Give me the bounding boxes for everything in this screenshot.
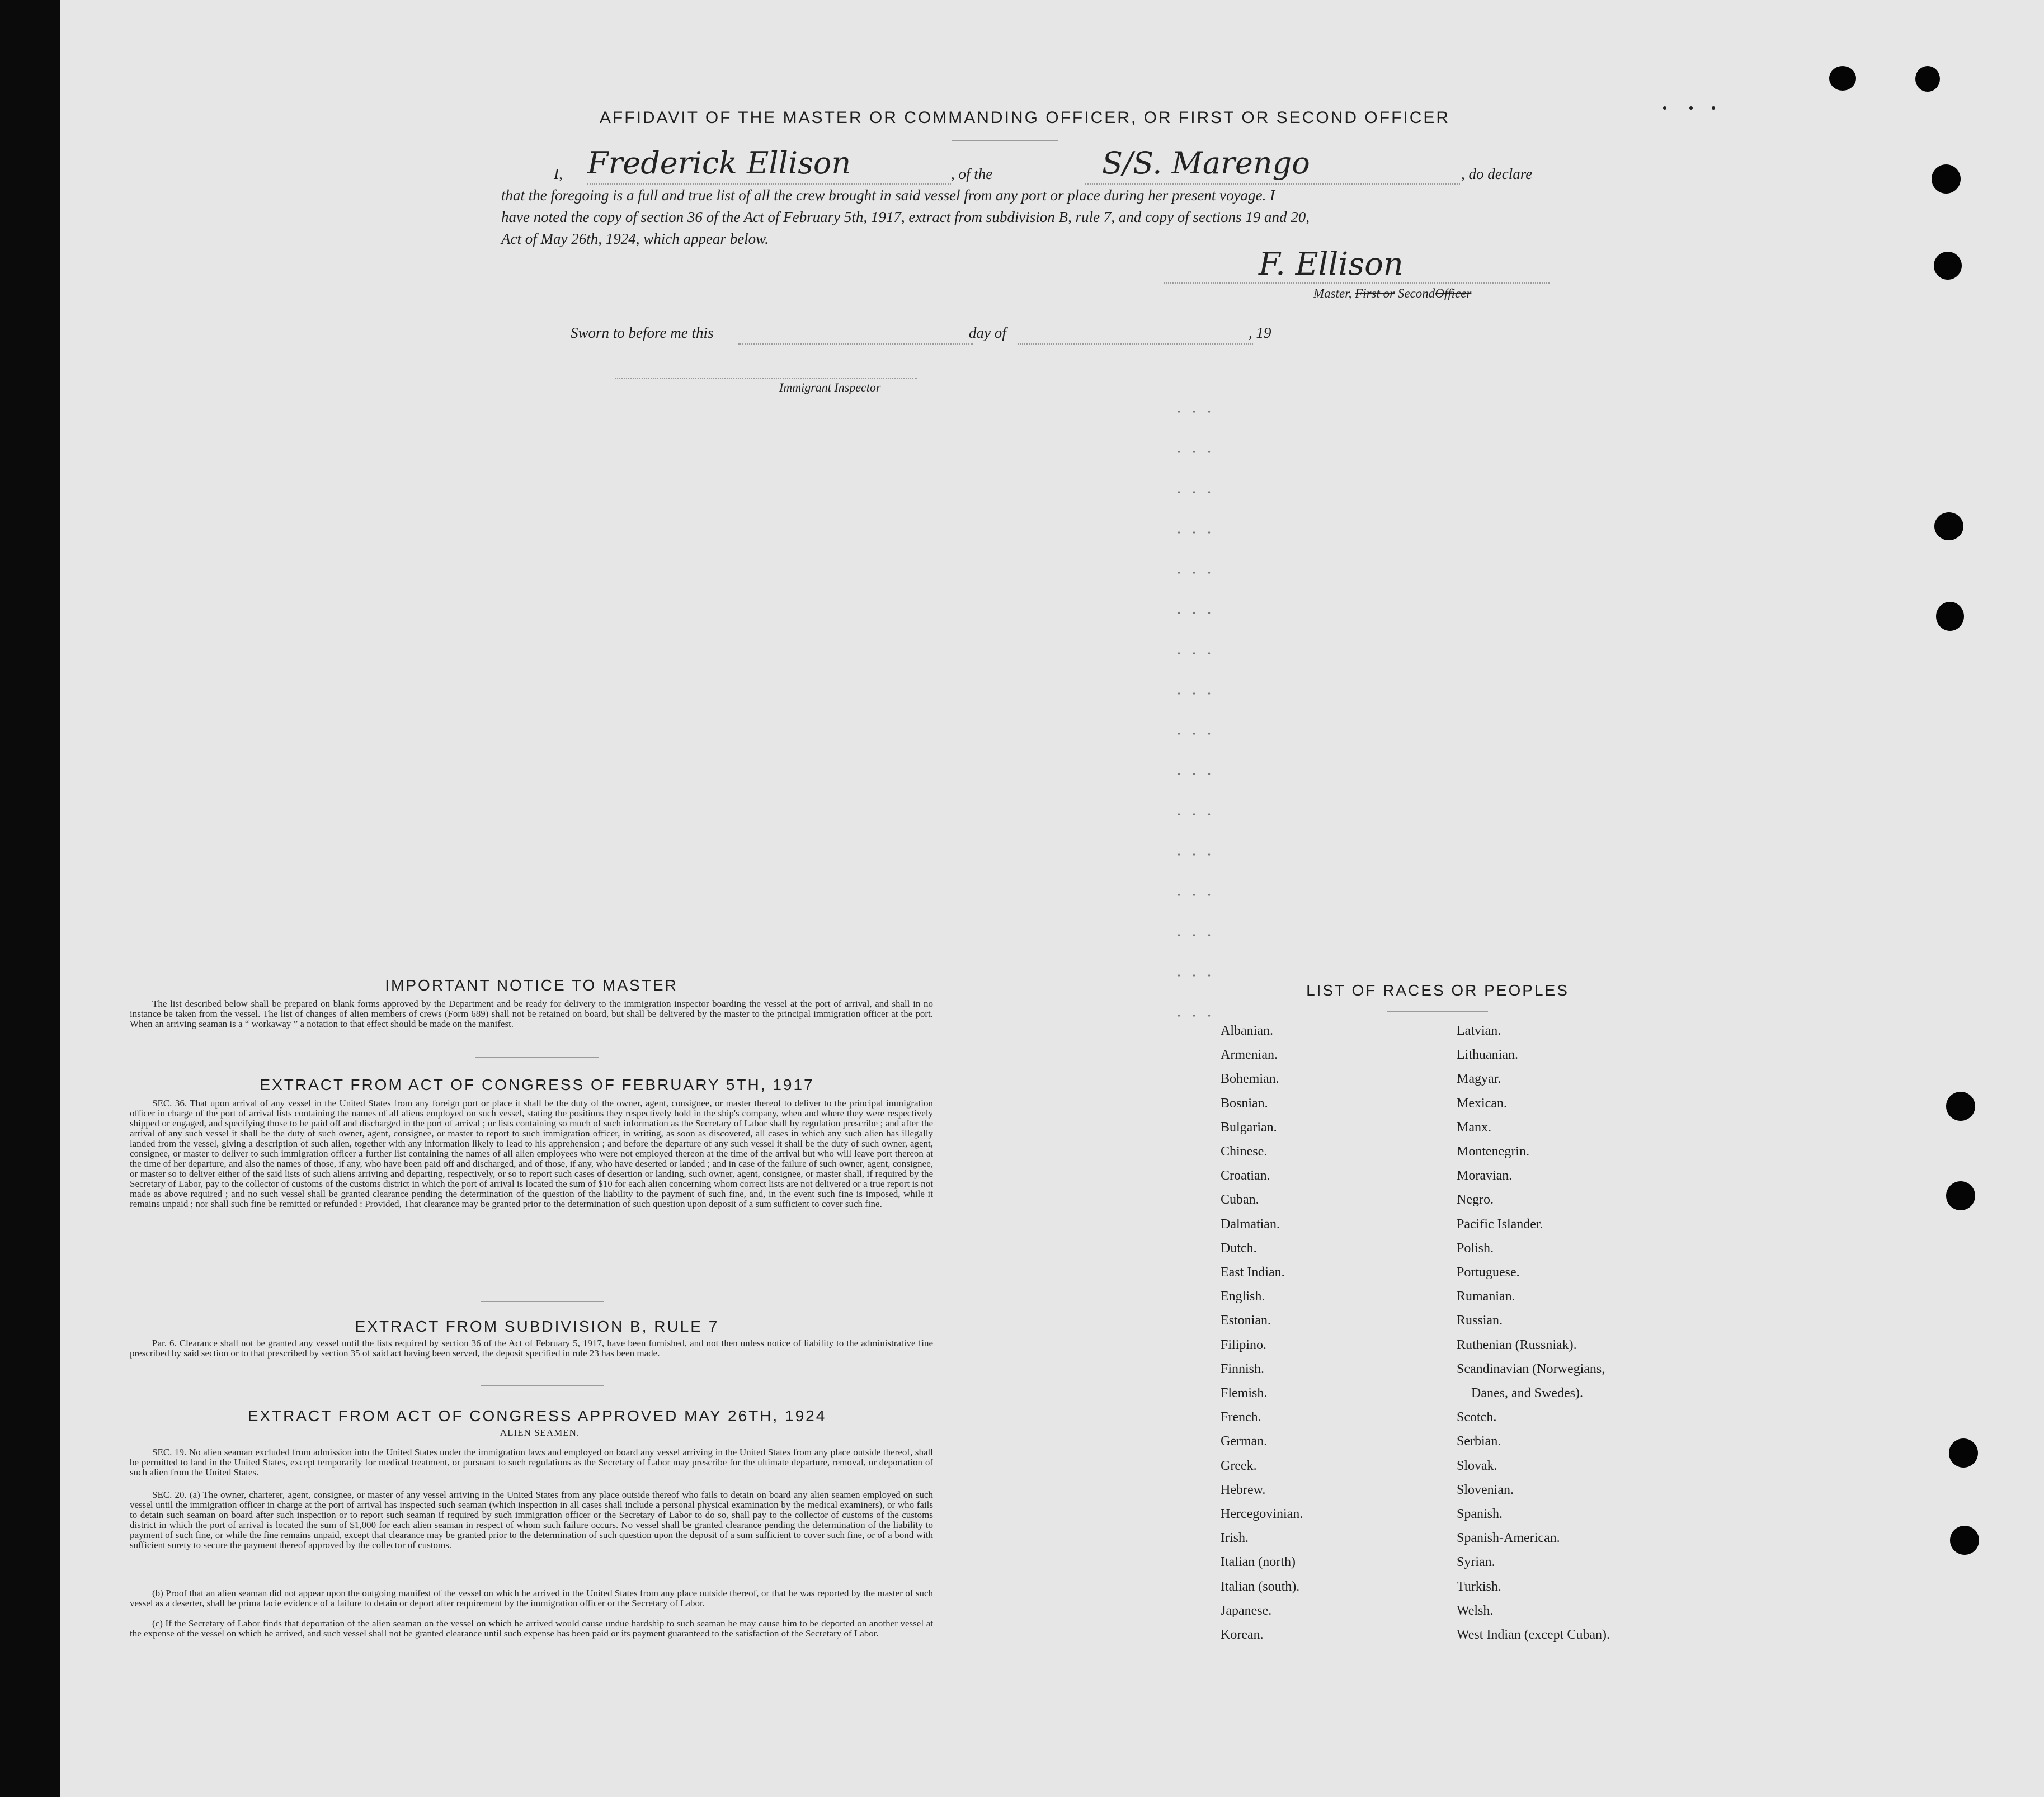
race-item: Korean.	[1221, 1628, 1264, 1642]
master-signature: F. Ellison	[1259, 246, 1404, 282]
declaration-line-4: Act of May 26th, 1924, which appear below.	[501, 230, 769, 247]
declaration-line-2: that the foregoing is a full and true list of all the crew brought in said vessel from any port or place during her present voyage. I	[501, 187, 1275, 204]
race-item: Hercegovinian.	[1221, 1507, 1303, 1521]
second-label: Second	[1397, 286, 1435, 300]
race-item: Spanish-American.	[1457, 1531, 1560, 1546]
punch-hole	[1829, 66, 1856, 91]
divider	[481, 1385, 604, 1386]
race-item: Manx.	[1457, 1120, 1491, 1135]
races-title: LIST OF RACES OR PEOPLES	[1306, 982, 1569, 999]
race-item: Flemish.	[1221, 1386, 1268, 1400]
race-item: Ruthenian (Russniak).	[1457, 1337, 1577, 1352]
punch-hole	[1950, 1526, 1979, 1555]
race-item: Rumanian.	[1457, 1289, 1515, 1304]
race-item: Bosnian.	[1221, 1096, 1268, 1111]
immigrant-inspector-label: Immigrant Inspector	[779, 380, 881, 394]
race-item: East Indian.	[1221, 1265, 1285, 1280]
struck-first-or: First or	[1355, 286, 1395, 300]
act-1917-title: EXTRACT FROM ACT OF CONGRESS OF FEBRUARY 5TH, 1917	[260, 1076, 814, 1093]
punch-hole	[1934, 252, 1962, 280]
race-item: Estonian.	[1221, 1313, 1271, 1328]
affidavit-title: AFFIDAVIT OF THE MASTER OR COMMANDING OFFICER, OR FIRST OR SECOND OFFICER	[599, 109, 1450, 127]
punch-hole	[1932, 164, 1961, 194]
divider	[1387, 1011, 1488, 1012]
sec-20a-text: SEC. 20. (a) The owner, charterer, agent, consignee, or master of any vessel arriving in the United States from any place outside thereof who fails to detain on board any alien seamen employed on such vessel until the immigration officer in charge at the port of arrival has inspected such seaman (which inspection in all cases shall include a personal physical examination by the medical examiners), or who fails to detain such seaman on board after such inspection or to report such seaman if required by such immigration officer or the Secretary of Labor to do so, shall pay to the collector of customs of the customs district in which the port of arrival is located the sum of $1,000 for each alien seaman in respect of whom such failure occurs. No vessel shall be granted clearance pending the determination of the liability to payment of such fine, or while the fine remains unpaid, except that clearance may be granted prior to the determination of such question upon the deposit of a sum sufficient to cover such fine, or of a bond with sufficient surety to secure the payment thereof approved by the collector of customs.	[130, 1489, 933, 1550]
day-of-label: day of	[969, 324, 1006, 341]
notice-title: IMPORTANT NOTICE TO MASTER	[385, 977, 678, 994]
race-item: Magyar.	[1457, 1072, 1501, 1087]
race-item: Greek.	[1221, 1458, 1257, 1473]
act-1924-title: EXTRACT FROM ACT OF CONGRESS APPROVED MAY 26TH, 1924	[247, 1407, 827, 1425]
sworn-line	[571, 324, 1298, 352]
of-the-label: , of the	[951, 166, 993, 182]
race-item: Bulgarian.	[1221, 1120, 1277, 1135]
race-item: Spanish.	[1457, 1507, 1503, 1521]
punch-hole	[1946, 1181, 1975, 1210]
master-name: Frederick Ellison	[587, 145, 851, 181]
race-item: Bohemian.	[1221, 1072, 1279, 1087]
alien-seamen-subtitle: ALIEN SEAMEN.	[500, 1427, 580, 1438]
signature-caption	[1313, 286, 1471, 301]
race-item: Syrian.	[1457, 1555, 1495, 1570]
race-item: Scotch.	[1457, 1410, 1497, 1425]
divider	[481, 1301, 604, 1302]
race-item: Albanian.	[1221, 1024, 1273, 1038]
race-item: Finnish.	[1221, 1361, 1265, 1376]
dot-leaders	[1171, 392, 1216, 1018]
race-item: Danes, and Swedes).	[1471, 1386, 1583, 1400]
race-item: Armenian.	[1221, 1048, 1278, 1063]
punch-hole	[1915, 66, 1940, 92]
race-item: English.	[1221, 1289, 1265, 1304]
punch-hole	[1949, 1438, 1978, 1468]
speck	[1689, 106, 1693, 110]
race-item: Croatian.	[1221, 1168, 1270, 1183]
race-item: Pacific Islander.	[1457, 1216, 1543, 1232]
race-item: Serbian.	[1457, 1434, 1501, 1449]
race-item: Italian (north)	[1221, 1555, 1296, 1570]
race-item: Dalmatian.	[1221, 1216, 1280, 1232]
sec-19-text: SEC. 19. No alien seaman excluded from admission into the United States under the immigration laws and employed on board any vessel arriving in the United States from any place outside thereof, shall be permitted to land in the United States, except temporarily for medical treatment, or pursuant to such regulations as the Secretary of Labor may prescribe for the ultimate departure, removal, or deportation of such alien from the United States.	[130, 1447, 933, 1478]
punch-hole	[1946, 1092, 1975, 1121]
race-item: French.	[1221, 1410, 1261, 1425]
race-item: Turkish.	[1457, 1579, 1501, 1594]
race-item: Chinese.	[1221, 1144, 1268, 1159]
race-item: Cuban.	[1221, 1192, 1259, 1208]
punch-hole	[1936, 602, 1964, 631]
year-label: , 19	[1249, 324, 1271, 341]
race-item: German.	[1221, 1434, 1268, 1449]
race-item: Negro.	[1457, 1192, 1494, 1208]
race-item: Filipino.	[1221, 1337, 1267, 1352]
rule-7-title: EXTRACT FROM SUBDIVISION B, RULE 7	[355, 1318, 719, 1335]
race-item: Japanese.	[1221, 1603, 1272, 1618]
race-item: Montenegrin.	[1457, 1144, 1529, 1159]
section-36-text: That upon arrival of any vessel in the United States from any foreign port or place it shall be the duty of the owner, agent, consignee, or master thereof to deliver to the principal immigration officer in charge of the port of arrival lists containing the names of all aliens employed on such vessel, stating the positions they respectively hold in the ship's company, when and where they were respectively shipped or engaged, and specifying those to be paid off and discharged in the port of arrival ; or lists containing so much of such information as the Secretary of Labor shall by regulation prescribe ; and after the arrival of any such vessel it shall be the duty of such owner, agent, consignee, or master to report to such immigration officer, in writing, as soon as discovered, all cases in which any such alien has illegally landed from the vessel, giving a description of such alien, together with any information likely to lead to his apprehension ; and before the departure of any such vessel it shall be the duty of such owner, agent, consignee, or master to deliver to such immigration officer a further list containing the names of all alien employees who were not employed thereon at the time of the arrival but who will leave port thereon at the time of her departure, and also the names of those, if any, who have been paid off and discharged, and of those, if any, who have deserted or landed ; and in case of the failure of such owner, agent, consignee, or master so to deliver either of the said lists of such aliens arriving and departing, respectively, or so to report such cases of desertion or landing, such owner, agent, consignee, or master shall, if required by the Secretary of Labor, pay to the collector of customs of the customs district in which the port of arrival is located the sum of $10 for each alien concerning whom correct lists are not delivered or a true report is not made as above required ; and no such vessel shall be granted clearance pending the determination of the question of the liability to the payment of such fine, and, in the event such fine is imposed, while it remains unpaid ; nor shall such fine be remitted or refunded : Provided, That clearance may be granted prior to the determination of such question upon deposit of a sum sufficient to cover such fine.	[130, 1098, 933, 1209]
race-item: Polish.	[1457, 1241, 1494, 1256]
race-item: Slovak.	[1457, 1458, 1497, 1473]
race-item: Italian (south).	[1221, 1579, 1300, 1594]
divider	[475, 1057, 599, 1058]
section-number: SEC. 36.	[152, 1098, 187, 1109]
race-item: Latvian.	[1457, 1024, 1501, 1038]
divider	[952, 140, 1058, 141]
race-item: Welsh.	[1457, 1603, 1494, 1618]
race-item: Mexican.	[1457, 1096, 1507, 1111]
pronoun-label: I,	[554, 166, 563, 182]
rule-7-text: Par. 6. Clearance shall not be granted any vessel until the lists required by section 36 of the Act of February 5, 1917, have been furnished, and not then unless notice of liability to the administrative fine prescribed by said section or to that prescribed by section 35 of said act having been served, the deposit specified in rule 23 has been made.	[130, 1338, 933, 1359]
notice-text: The list described below shall be prepared on blank forms approved by the Department and be ready for delivery to the immigration inspector boarding the vessel at the port of arrival, and shall in no instance be taken from the vessel. The list of changes of alien members of crews (Form 689) shall not be retained on board, but shall be delivered by the master to the principal immigration officer at the port. When an arriving seaman is a “ workaway ” a notation to that effect should be made on the manifest.	[130, 998, 933, 1029]
speck	[1663, 106, 1666, 110]
act-1917-text	[130, 1098, 933, 1209]
race-item: West Indian (except Cuban).	[1457, 1628, 1610, 1642]
race-item: Slovenian.	[1457, 1482, 1514, 1497]
race-item: Irish.	[1221, 1531, 1249, 1546]
declaration-line-3: have noted the copy of section 36 of the Act of February 5th, 1917, extract from subdivision B, rule 7, and copy of sections 19 and 20,	[501, 209, 1310, 225]
sec-20c-text: (c) If the Secretary of Labor finds that deportation of the alien seaman on the vessel on which he arrived would cause undue hardship to such seaman he may cause him to be deported on another vessel at the expense of the vessel on which he arrived, and such vessel shall not be granted clearance until such expense has been paid or its payment guaranteed to the satisfaction of the Secretary of Labor.	[130, 1618, 933, 1639]
vessel-name: S/S. Marengo	[1102, 145, 1310, 181]
sworn-label: Sworn to before me this	[571, 324, 714, 341]
race-item: Moravian.	[1457, 1168, 1513, 1183]
sec-20b-text: (b) Proof that an alien seaman did not appear upon the outgoing manifest of the vessel on which he arrived in the United States from any place outside thereof, or that he was reported by the master of such vessel as a deserter, shall be prima facie evidence of a failure to detain or deport after requirement by the immigration officer or the Secretary of Labor.	[130, 1588, 933, 1609]
race-item: Scandinavian (Norwegians,	[1457, 1361, 1605, 1376]
race-item: Dutch.	[1221, 1241, 1257, 1256]
race-item: Russian.	[1457, 1313, 1503, 1328]
master-label: Master,	[1313, 286, 1352, 300]
race-item: Lithuanian.	[1457, 1048, 1518, 1063]
punch-hole	[1934, 512, 1963, 540]
speck	[1712, 106, 1715, 110]
declare-label: , do declare	[1461, 166, 1533, 182]
race-item: Portuguese.	[1457, 1265, 1520, 1280]
struck-officer: Officer	[1435, 286, 1472, 300]
race-item: Hebrew.	[1221, 1482, 1266, 1497]
